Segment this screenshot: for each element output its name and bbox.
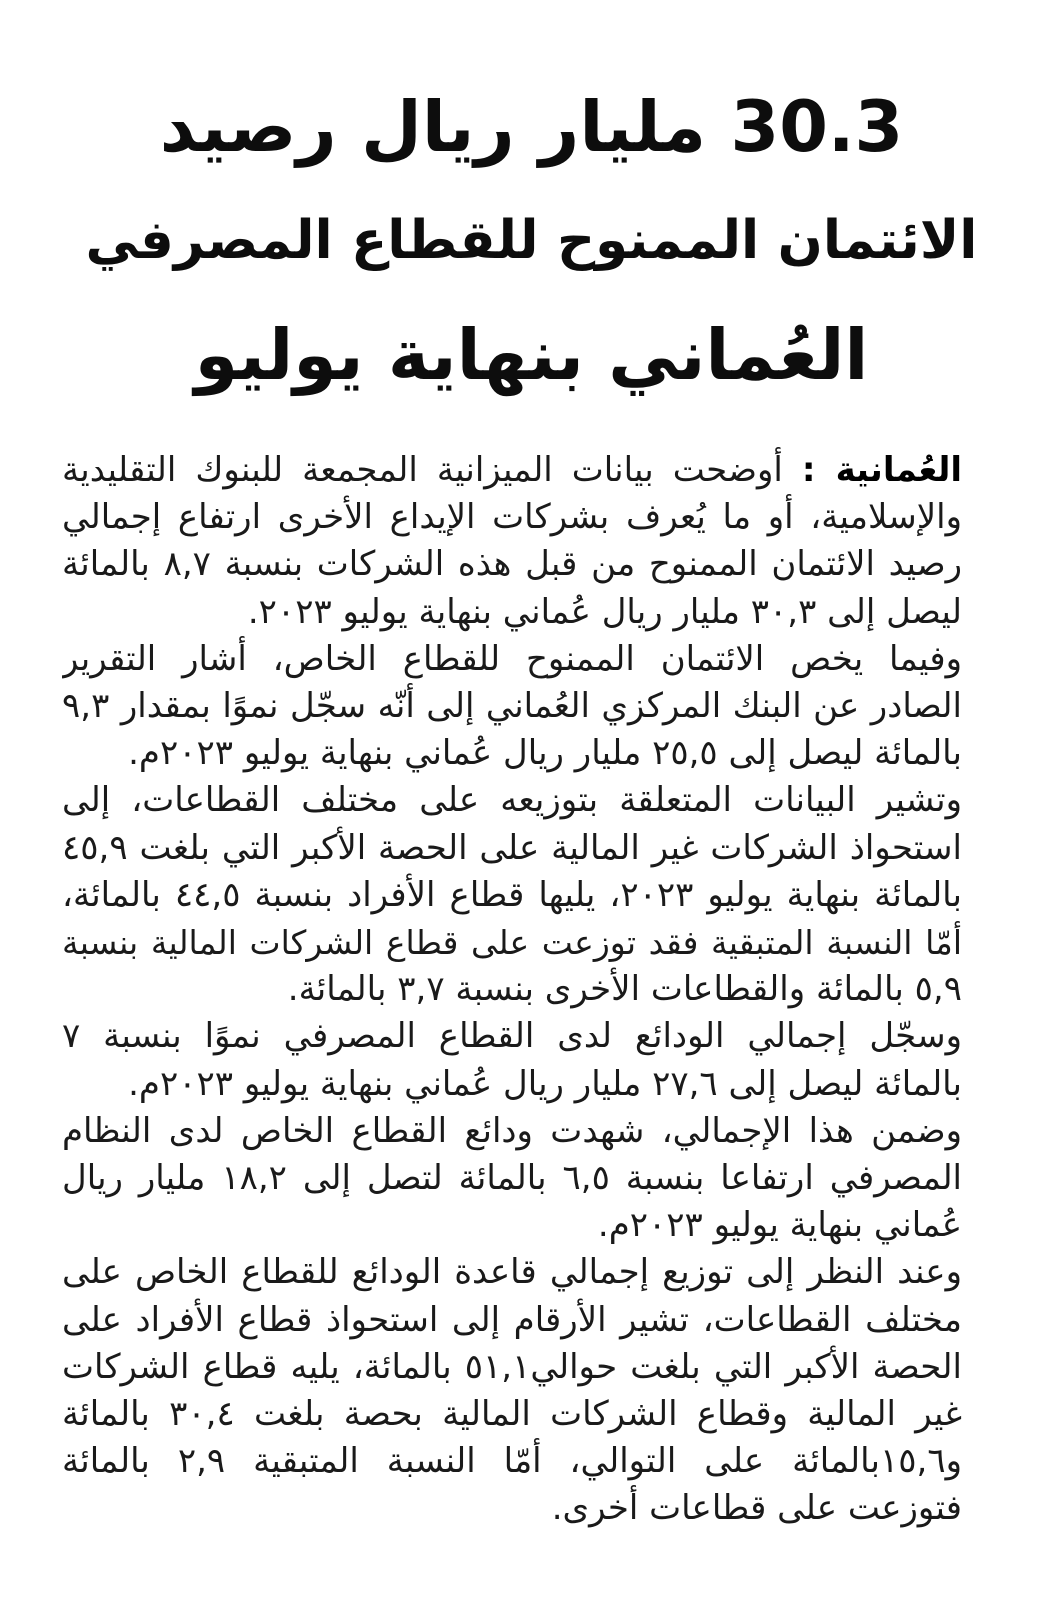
article-line: غير المالية وقطاع الشركات المالية بحصة بلغت ٣٠,٤ بالمائة [62,1394,962,1435]
article-line: بالمائة ليصل إلى ٢٧,٦ مليار ريال عُماني بنهاية يوليو ٢٠٢٣م. [128,1063,962,1104]
article-line: استحواذ الشركات غير المالية على الحصة الأكبر التي بلغت ٤٥,٩ [62,827,962,868]
article-line: وعند النظر إلى توزيع إجمالي قاعدة الودائع للقطاع الخاص على [62,1252,962,1293]
headline-line-2: الائتمان الممنوح للقطاع المصرفي [85,210,978,271]
article-line: ليصل إلى ٣٠,٣ مليار ريال عُماني بنهاية يوليو ٢٠٢٣. [247,591,962,632]
article-line: رصيد الائتمان الممنوح من قبل هذه الشركات بنسبة ٨,٧ بالمائة [62,544,962,585]
article-line: الحصة الأكبر التي بلغت حوالي٥١,١ بالمائة، يليه قطاع الشركات [62,1346,962,1387]
article-line: المصرفي ارتفاعا بنسبة ٦,٥ بالمائة لتصل إلى ١٨,٢ مليار ريال [62,1158,962,1199]
article-line: والإسلامية، أو ما يُعرف بشركات الإيداع الأخرى ارتفاع إجمالي [62,497,962,538]
headline-line-3: العُماني بنهاية يوليو [194,314,869,396]
article-line: وتشير البيانات المتعلقة بتوزيعه على مختلف القطاعات، إلى [62,780,962,821]
article-line: ٥,٩ بالمائة والقطاعات الأخرى بنسبة ٣,٧ بالمائة. [287,969,962,1010]
headline-line-1: 30.3 مليار ريال رصيد [159,86,904,168]
headline [80,70,983,412]
article-line: فتوزعت على قطاعات أخرى. [551,1488,962,1529]
article-line: وضمن هذا الإجمالي، شهدت ودائع القطاع الخاص لدى النظام [62,1110,962,1151]
article-line: بالمائة ليصل إلى ٢٥,٥ مليار ريال عُماني بنهاية يوليو ٢٠٢٣م. [128,733,962,774]
article-line: عُماني بنهاية يوليو ٢٠٢٣م. [597,1205,962,1246]
article-line: مختلف القطاعات، تشير الأرقام إلى استحواذ قطاع الأفراد على [62,1299,962,1340]
article-line: و١٥,٦بالمائة على التوالي، أمّا النسبة المتبقية ٢,٩ بالمائة [62,1441,962,1482]
dateline: العُمانية : [801,450,962,490]
article-body [62,447,962,1533]
article-line: وفيما يخص الائتمان الممنوح للقطاع الخاص، أشار التقرير [62,638,962,679]
article-line [62,447,962,494]
article-line: وسجّل إجمالي الودائع لدى القطاع المصرفي نموًا بنسبة ٧ [62,1016,962,1057]
article-line: بالمائة بنهاية يوليو ٢٠٢٣، يليها قطاع الأفراد بنسبة ٤٤,٥ بالمائة، [62,874,962,915]
article-line: الصادر عن البنك المركزي العُماني إلى أنّه سجّل نموًا بمقدار ٩,٣ [62,686,962,727]
article-line-text: أوضحت بيانات الميزانية المجمعة للبنوك التقليدية [62,450,783,490]
article-line: أمّا النسبة المتبقية فقد توزعت على قطاع الشركات المالية بنسبة [62,923,962,963]
